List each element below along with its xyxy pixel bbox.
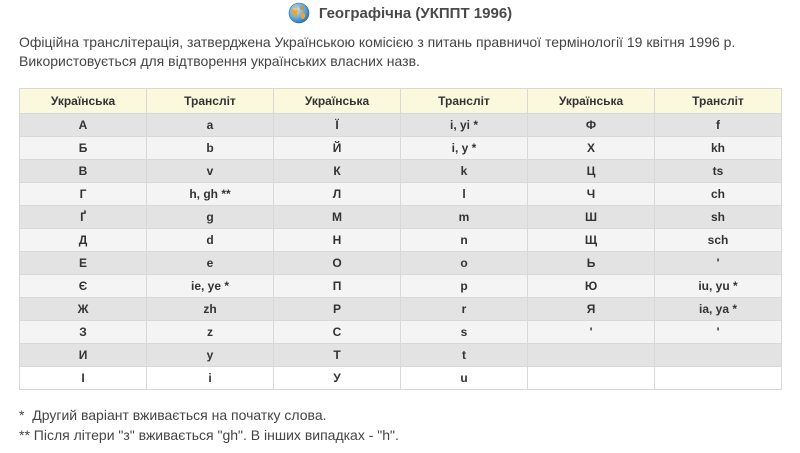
table-cell: sh [655, 206, 782, 229]
table-cell: i, yi * [401, 114, 528, 137]
table-cell: Я [528, 298, 655, 321]
table-cell: В [20, 160, 147, 183]
footnote: ** Після літери "з" вживається "gh". В інших випадках - "h". [19, 427, 399, 443]
table-cell: Ш [528, 206, 655, 229]
column-header-ukrainian: Українська [274, 89, 401, 114]
table-cell: n [401, 229, 528, 252]
table-cell: i, y * [401, 137, 528, 160]
table-cell: o [401, 252, 528, 275]
table-cell [528, 344, 655, 367]
table-cell: kh [655, 137, 782, 160]
table-cell: m [401, 206, 528, 229]
table-cell: ts [655, 160, 782, 183]
table-row [20, 367, 782, 390]
page-title: Географічна (УКППТ 1996) [318, 4, 513, 22]
table-cell: Ю [528, 275, 655, 298]
table-cell: g [147, 206, 274, 229]
column-header-translit: Трансліт [147, 89, 274, 114]
table-cell [528, 367, 655, 390]
table-cell: Ч [528, 183, 655, 206]
table-row [20, 344, 782, 367]
table-cell: А [20, 114, 147, 137]
table-cell: u [401, 367, 528, 390]
table-row [20, 206, 782, 229]
table-cell: І [20, 367, 147, 390]
table-cell: i [147, 367, 274, 390]
table-cell: b [147, 137, 274, 160]
table-cell: sch [655, 229, 782, 252]
column-header-translit: Трансліт [655, 89, 782, 114]
table-cell: Ц [528, 160, 655, 183]
table-cell: s [401, 321, 528, 344]
table-cell: z [147, 321, 274, 344]
transliteration-table [19, 88, 782, 390]
table-cell: К [274, 160, 401, 183]
table-row [20, 252, 782, 275]
column-header-ukrainian: Українська [20, 89, 147, 114]
table-cell: p [401, 275, 528, 298]
table-cell: П [274, 275, 401, 298]
table-row [20, 160, 782, 183]
description-text: Офіційна транслітерація, затверджена Українською комісією з питань правничої термінології 19 квітня 1996 р. Використовується для відтворення українських власних назв. [19, 34, 736, 69]
table-cell: ia, ya * [655, 298, 782, 321]
table-cell: ie, ye * [147, 275, 274, 298]
table-cell: ' [528, 321, 655, 344]
page-header [0, 0, 800, 26]
table-cell: e [147, 252, 274, 275]
table-cell: И [20, 344, 147, 367]
table-header-row [20, 89, 782, 114]
table-cell: Г [20, 183, 147, 206]
column-header-translit: Трансліт [401, 89, 528, 114]
table-cell: Т [274, 344, 401, 367]
column-header-ukrainian: Українська [528, 89, 655, 114]
table-row [20, 114, 782, 137]
table-cell: Ф [528, 114, 655, 137]
table-cell: zh [147, 298, 274, 321]
table-cell: О [274, 252, 401, 275]
table-cell: Б [20, 137, 147, 160]
table-cell: Ж [20, 298, 147, 321]
table-cell: Р [274, 298, 401, 321]
table-row [20, 137, 782, 160]
table-row [20, 275, 782, 298]
table-cell: Л [274, 183, 401, 206]
table-cell: y [147, 344, 274, 367]
table-cell: М [274, 206, 401, 229]
table-cell: k [401, 160, 528, 183]
table-row [20, 298, 782, 321]
table-cell: Ь [528, 252, 655, 275]
table-cell: Е [20, 252, 147, 275]
table-cell: a [147, 114, 274, 137]
footnotes [19, 405, 399, 445]
table-cell: Й [274, 137, 401, 160]
table-row [20, 183, 782, 206]
table-cell: ' [655, 321, 782, 344]
table-cell: Щ [528, 229, 655, 252]
table-cell: Ґ [20, 206, 147, 229]
table-cell: t [401, 344, 528, 367]
globe-icon [288, 2, 310, 24]
table-cell: У [274, 367, 401, 390]
table-cell: С [274, 321, 401, 344]
table-cell: ch [655, 183, 782, 206]
table-cell: v [147, 160, 274, 183]
table-cell: З [20, 321, 147, 344]
table-cell: Д [20, 229, 147, 252]
table-cell: f [655, 114, 782, 137]
table-cell: d [147, 229, 274, 252]
table-cell: h, gh ** [147, 183, 274, 206]
table-cell: iu, yu * [655, 275, 782, 298]
table-cell: Н [274, 229, 401, 252]
table-cell: Є [20, 275, 147, 298]
table-row [20, 321, 782, 344]
table-cell: l [401, 183, 528, 206]
table-cell: ' [655, 252, 782, 275]
table-cell [655, 344, 782, 367]
table-row [20, 229, 782, 252]
table-cell [655, 367, 782, 390]
table-cell: Х [528, 137, 655, 160]
table-body [20, 114, 782, 390]
table-cell: Ї [274, 114, 401, 137]
footnote: * Другий варіант вживається на початку слова. [19, 407, 327, 423]
table-cell: r [401, 298, 528, 321]
